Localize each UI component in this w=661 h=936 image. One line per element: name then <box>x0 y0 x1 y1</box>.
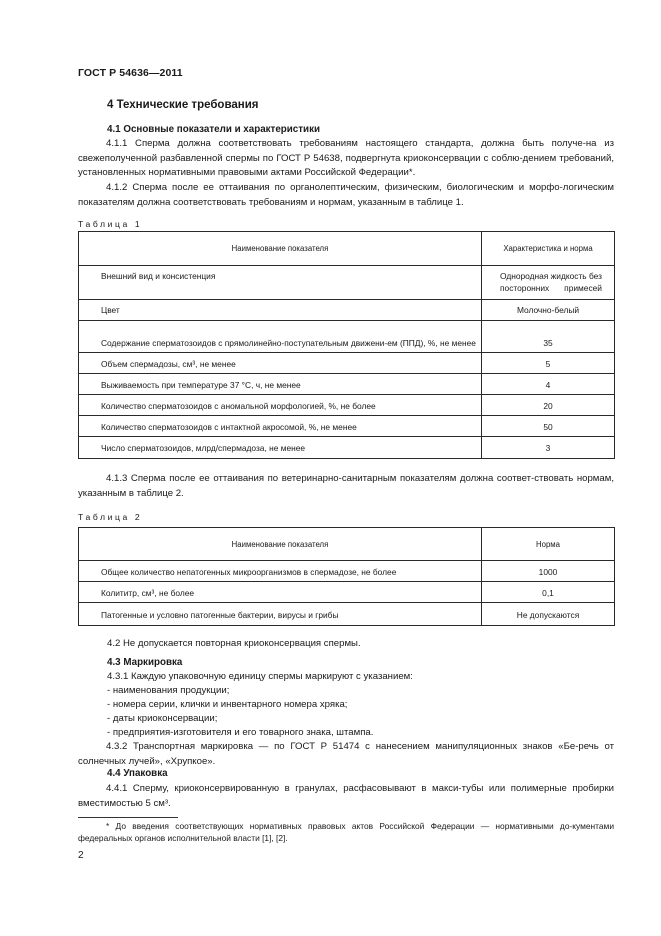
table-cell-name: Общее количество непатогенных микроорганизмов в спермадозе, не более <box>79 561 482 582</box>
table-row <box>79 561 615 582</box>
table-cell-name: Содержание сперматозоидов с прямолинейно-поступательным движени-ем (ППД), %, не менее <box>79 321 482 353</box>
page-number: 2 <box>78 850 84 861</box>
table-1-caption: Таблица 1 <box>78 219 143 229</box>
section-4-title: 4 Технические требования <box>107 99 259 111</box>
footnote-separator <box>78 817 178 818</box>
footnote: * До введения соответствующих нормативных правовых актов Российской Федерации — нормативными до-кументами федеральных органов исполнительной власти [1], [2]. <box>78 821 614 844</box>
paragraph-4-2: 4.2 Не допускается повторная криоконсервация спермы. <box>107 638 361 649</box>
table-row <box>79 416 615 437</box>
table-1-header-name: Наименование показателя <box>79 232 482 266</box>
table-2-caption: Таблица 2 <box>78 512 143 522</box>
list-item: - наименования продукции; <box>107 685 230 696</box>
standard-designation: ГОСТ Р 54636—2011 <box>78 67 183 79</box>
list-item: - даты криоконсервации; <box>107 713 218 724</box>
table-2 <box>78 527 615 626</box>
table-row <box>79 395 615 416</box>
table-cell-name: Внешний вид и консистенция <box>79 266 482 300</box>
table-2-header-value: Норма <box>482 528 615 561</box>
table-row <box>79 374 615 395</box>
table-1-header-value: Характеристика и норма <box>482 232 615 266</box>
table-cell-name: Выживаемость при температуре 37 °С, ч, не менее <box>79 374 482 395</box>
table-row <box>79 321 615 353</box>
table-cell-name: Объем спермадозы, см³, не менее <box>79 353 482 374</box>
table-cell-value: 5 <box>482 353 615 374</box>
table-2-header-name: Наименование показателя <box>79 528 482 561</box>
table-cell-value: 35 <box>482 321 615 353</box>
table-cell-value: 1000 <box>482 561 615 582</box>
table-1 <box>78 231 615 459</box>
paragraph-4-1-2: 4.1.2 Сперма после ее оттаивания по органолептическим, физическим, биологическим и морфо-логическим показателям должна соответствовать требованиям и нормам, указанным в таблице 1. <box>78 182 614 208</box>
section-4-3-title: 4.3 Маркировка <box>107 657 183 668</box>
table-cell-name: Количество сперматозоидов с интактной акросомой, %, не менее <box>79 416 482 437</box>
table-cell-value: Однородная жидкость без посторонних примесей <box>482 266 615 300</box>
table-cell-value: 50 <box>482 416 615 437</box>
section-4-1-title: 4.1 Основные показатели и характеристики <box>107 124 320 135</box>
table-cell-name: Колититр, см³, не более <box>79 582 482 603</box>
table-1-header-row <box>79 232 615 266</box>
table-cell-value: Молочно-белый <box>482 300 615 321</box>
paragraph-4-3-1: 4.3.1 Каждую упаковочную единицу спермы маркируют с указанием: <box>107 671 413 682</box>
table-cell-name: Патогенные и условно патогенные бактерии, вирусы и грибы <box>79 603 482 626</box>
table-row <box>79 300 615 321</box>
table-row <box>79 582 615 603</box>
paragraph-4-3-2: 4.3.2 Транспортная маркировка — по ГОСТ Р 51474 с нанесением манипуляционных знаков «Бе-речь от солнечных лучей», «Хрупкое». <box>78 741 614 767</box>
table-cell-value: 0,1 <box>482 582 615 603</box>
table-cell-value: 20 <box>482 395 615 416</box>
table-row <box>79 603 615 626</box>
table-cell-value: 4 <box>482 374 615 395</box>
table-row <box>79 266 615 300</box>
table-row <box>79 353 615 374</box>
paragraph-4-1-3: 4.1.3 Сперма после ее оттаивания по ветеринарно-санитарным показателям должна соответ-ствовать нормам, указанным в таблице 2. <box>78 473 614 499</box>
section-4-4-title: 4.4 Упаковка <box>107 768 168 779</box>
paragraph-4-1-1: 4.1.1 Сперма должна соответствовать требованиям настоящего стандарта, должна быть получе-на из свежеполученной разбавленной спермы по ГОСТ Р 54638, подвергнута криоконсервации с соблю-дением требований, установленных нормативными правовыми актами Российской Федерации*. <box>78 138 614 179</box>
table-cell-name: Цвет <box>79 300 482 321</box>
table-row <box>79 437 615 459</box>
table-2-header-row <box>79 528 615 561</box>
paragraph-4-4-1: 4.4.1 Сперму, криоконсервированную в гранулах, расфасовывают в макси-тубы или полимерные пробирки вместимостью 5 см³. <box>78 783 614 809</box>
table-cell-value: 3 <box>482 437 615 459</box>
list-item: - предприятия-изготовителя и его товарного знака, штампа. <box>107 727 374 738</box>
table-cell-name: Число сперматозоидов, млрд/спермадоза, не менее <box>79 437 482 459</box>
table-cell-name: Количество сперматозоидов с аномальной морфологией, %, не более <box>79 395 482 416</box>
list-item: - номера серии, клички и инвентарного номера хряка; <box>107 699 348 710</box>
table-cell-value: Не допускаются <box>482 603 615 626</box>
